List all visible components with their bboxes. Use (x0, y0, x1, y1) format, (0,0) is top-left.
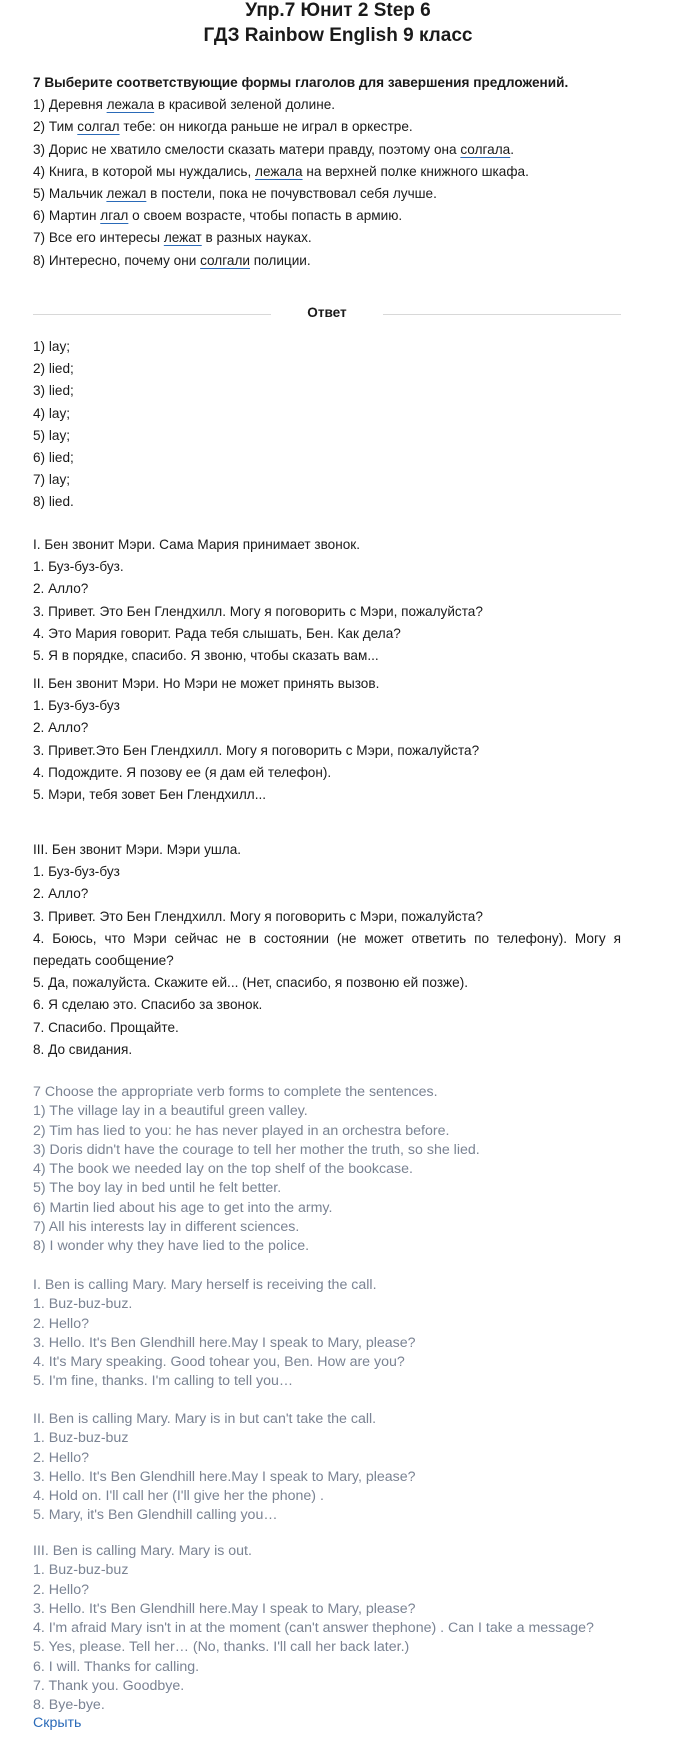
task-item-text: 4) Книга, в которой мы нуждались, (33, 163, 256, 179)
page-title: Упр.7 Юнит 2 Step 6 (245, 0, 431, 21)
page-subtitle: ГДЗ Rainbow English 9 класс (203, 25, 473, 46)
english-line: 2. Hello? (33, 1581, 89, 1598)
task-item-verb: лежат (163, 230, 202, 246)
task-item (33, 94, 653, 116)
dialog-ru-1 (33, 534, 633, 667)
english-line: 2. Hello? (33, 1315, 89, 1332)
dialog-line: I. Бен звонит Мэри. Сама Мария принимает звонок. (33, 537, 361, 552)
english-line: 4. It's Mary speaking. Good tohear you, Ben. How are you? (33, 1354, 405, 1371)
dialog-line: 3. Привет. Это Бен Глендхилл. Могу я поговорить с Мэри, пожалуйста? (33, 908, 483, 924)
task-item-text: 2) Тим (33, 119, 78, 135)
dialog-line: 3. Привет.Это Бен Глендхилл. Могу я поговорить с Мэри, пожалуйста? (33, 742, 480, 758)
task-item (33, 183, 653, 205)
task-question: 7 Выберите соответствующие формы глаголов для завершения предложений. (33, 75, 569, 90)
dialog-line: 2. Алло? (33, 886, 89, 902)
english-line: 5. I'm fine, thanks. I'm calling to tell you… (33, 1373, 294, 1390)
task-item-text: в постели, пока не почувствовал себя лучше. (146, 186, 437, 202)
task-item (33, 161, 653, 183)
english-line: 3. Hello. It's Ben Glendhill here.May I speak to Mary, please? (33, 1600, 416, 1617)
english-line: III. Ben is calling Mary. Mary is out. (33, 1543, 252, 1559)
dialog-line: 4. Это Мария говорит. Рада тебя слышать, Бен. Как дела? (33, 625, 401, 641)
english-line: 5. Yes, please. Tell her… (No, thanks. I'll call her back later.) (33, 1639, 410, 1656)
dialog-en-1 (33, 1276, 633, 1392)
task-item-text: в красивой зеленой долине. (154, 97, 336, 113)
dialog-line: 1. Буз-буз-буз. (33, 559, 124, 575)
hide-link[interactable]: Скрыть (33, 1715, 82, 1731)
answers-list (33, 336, 633, 514)
answer-item: 4) lay; (33, 405, 71, 421)
english-line: 1. Buz-buz-buz. (33, 1296, 133, 1313)
dialog-ru-2 (33, 673, 633, 806)
english-line: 3. Hello. It's Ben Glendhill here.May I speak to Mary, please? (33, 1468, 416, 1485)
task-item-text: 8) Интересно, почему они (33, 252, 201, 268)
answer-item: 2) lied; (33, 361, 74, 377)
dialog-en-3 (33, 1542, 633, 1716)
dialog-en-2 (33, 1410, 633, 1526)
english-line: 1. Buz-buz-buz (33, 1562, 129, 1579)
english-line: 2) Tim has lied to you: he has never played in an orchestra before. (33, 1122, 450, 1139)
answer-item: 8) lied. (33, 494, 74, 510)
english-line: II. Ben is calling Mary. Mary is in but can't take the call. (33, 1411, 377, 1427)
dialog-line: 4. Боюсь, что Мэри сейчас не в состоянии (не может ответить по телефону). Могу я передать сообщение? (33, 930, 621, 969)
task-item-text: 5) Мальчик (33, 186, 107, 202)
task-item-text: . (510, 141, 514, 157)
task-item-verb: лгал (100, 208, 129, 224)
dialog-line: III. Бен звонит Мэри. Мэри ушла. (33, 842, 242, 857)
english-line: 8. Bye-bye. (33, 1697, 105, 1714)
english-task (33, 1083, 633, 1257)
english-line: 7 Choose the appropriate verb forms to complete the sentences. (33, 1084, 438, 1100)
english-line: 3) Doris didn't have the courage to tell her mother the truth, so she lied. (33, 1141, 480, 1158)
task-item-text: на верхней полке книжного шкафа. (302, 163, 529, 179)
english-line: 6) Martin lied about his age to get into the army. (33, 1199, 333, 1216)
english-line: 4) The book we needed lay on the top shelf of the bookcase. (33, 1161, 413, 1178)
task-item-text: 1) Деревня (33, 97, 107, 113)
dialog-line: II. Бен звонит Мэри. Но Мэри не может принять вызов. (33, 676, 380, 691)
dialog-line: 5. Да, пожалуйста. Скажите ей... (Нет, спасибо, я позвоню ей позже). (33, 975, 469, 991)
dialog-line: 7. Спасибо. Прощайте. (33, 1019, 179, 1035)
task-item (33, 116, 653, 138)
dialog-line: 5. Я в порядке, спасибо. Я звоню, чтобы сказать вам... (33, 648, 379, 664)
english-line: 1. Buz-buz-buz (33, 1430, 129, 1447)
task-item-text: в разных науках. (201, 230, 312, 246)
task-item-text: 7) Все его интересы (33, 230, 164, 246)
english-line: 6. I will. Thanks for calling. (33, 1658, 200, 1675)
task-item-text: 3) Дорис не хватило смелости сказать матери правду, поэтому она (33, 141, 461, 157)
task-item-verb: солгал (77, 119, 120, 135)
task-item-verb: лежала (255, 163, 303, 179)
answer-item: 6) lied; (33, 450, 74, 466)
english-line: 3. Hello. It's Ben Glendhill here.May I speak to Mary, please? (33, 1334, 416, 1351)
dialog-line: 3. Привет. Это Бен Глендхилл. Могу я поговорить с Мэри, пожалуйста? (33, 603, 483, 619)
task-item-text: полиции. (249, 252, 311, 268)
task-item (33, 250, 653, 272)
dialog-line: 6. Я сделаю это. Спасибо за звонок. (33, 997, 263, 1013)
english-line: 5. Mary, it's Ben Glendhill calling you… (33, 1507, 278, 1524)
english-line: 5) The boy lay in bed until he felt better. (33, 1180, 282, 1197)
dialog-line: 1. Буз-буз-буз (33, 698, 120, 714)
english-line: 4. Hold on. I'll call her (I'll give her the phone) . (33, 1488, 324, 1505)
task-item-text: 6) Мартин (33, 208, 101, 224)
dialog-line: 8. До свидания. (33, 1041, 133, 1057)
english-line: 4. I'm afraid Mary isn't in at the moment (can't answer thephone) . Can I take a message? (33, 1620, 594, 1637)
english-line: 8) I wonder why they have lied to the police. (33, 1238, 310, 1255)
english-line: I. Ben is calling Mary. Mary herself is receiving the call. (33, 1277, 377, 1293)
task-item (33, 227, 653, 249)
divider-line-right (383, 314, 621, 315)
dialog-line: 2. Алло? (33, 581, 89, 597)
dialog-line: 1. Буз-буз-буз (33, 864, 120, 880)
answer-heading: Ответ (307, 305, 347, 320)
task-item-text: о своем возрасте, чтобы попасть в армию. (128, 208, 403, 224)
english-line: 7) All his interests lay in different sciences. (33, 1219, 300, 1236)
task-item-verb: лежала (106, 97, 155, 113)
dialog-ru-3 (33, 839, 621, 1061)
english-line: 2. Hello? (33, 1449, 89, 1466)
answer-divider (33, 303, 621, 325)
answer-item: 3) lied; (33, 383, 74, 399)
task-item (33, 205, 653, 227)
task-items (33, 94, 653, 272)
task-item-text: тебе: он никогда раньше не играл в оркестре. (119, 119, 413, 135)
task-item (33, 139, 653, 161)
dialog-line: 5. Мэри, тебя зовет Бен Глендхилл... (33, 787, 267, 803)
answer-item: 5) lay; (33, 427, 71, 443)
dialog-line: 4. Подождите. Я позову ее (я дам ей телефон). (33, 764, 332, 780)
task-item-verb: лежал (106, 186, 147, 202)
answer-item: 1) lay; (33, 339, 71, 354)
answer-item: 7) lay; (33, 472, 71, 488)
dialog-line: 2. Алло? (33, 720, 89, 736)
english-line: 1) The village lay in a beautiful green valley. (33, 1103, 308, 1120)
task-item-verb: солгала (460, 141, 511, 157)
task-section (33, 72, 653, 272)
task-item-verb: солгали (200, 252, 250, 268)
english-line: 7. Thank you. Goodbye. (33, 1678, 185, 1695)
